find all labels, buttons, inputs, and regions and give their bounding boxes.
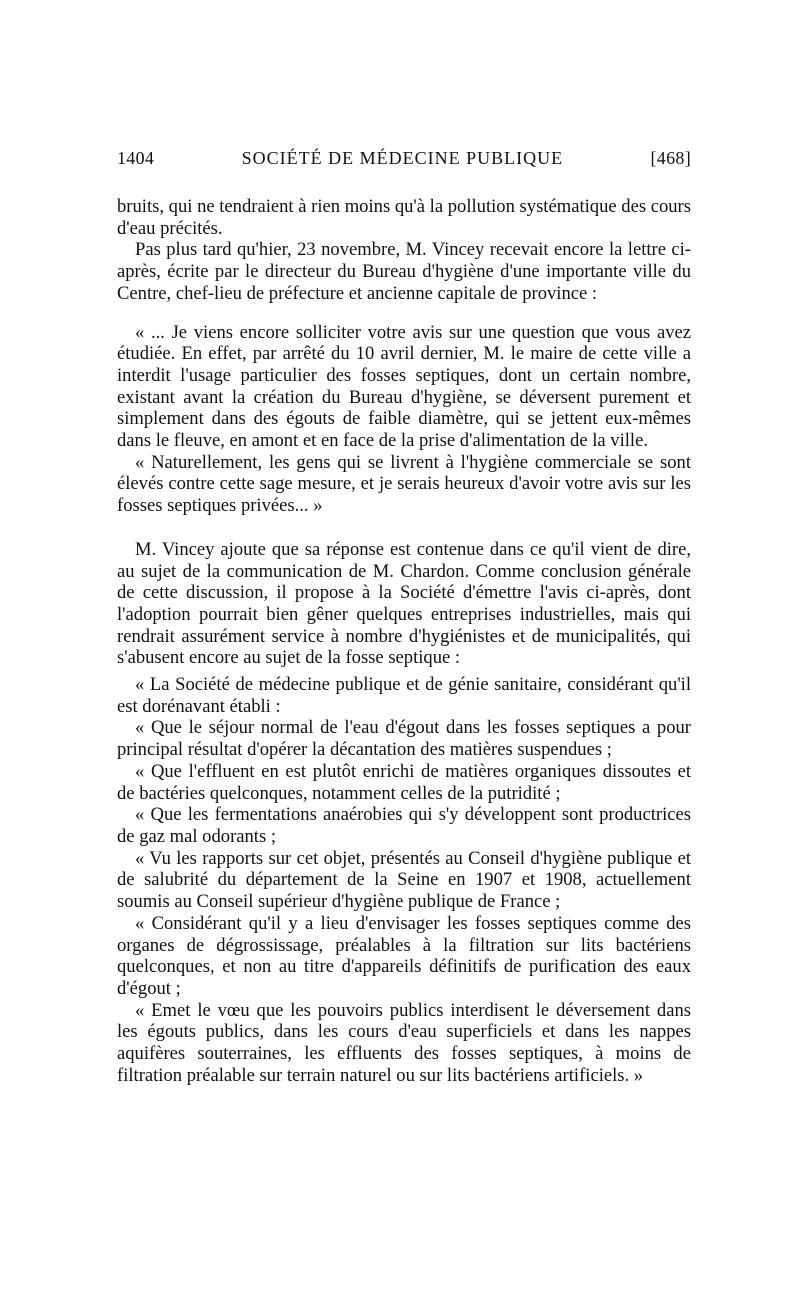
quoted-letter-paragraph: « Naturellement, les gens qui se livrent à l'hygiène commerciale se sont élevés contre cette sage mesure, et je serais heureux d'avoir votre avis sur les fosses septiques privées... »	[117, 451, 691, 517]
resolution-paragraph: « La Société de médecine publique et de génie sanitaire, considérant qu'il est dorénavant établi :	[117, 674, 691, 717]
resolution-paragraph: « Que l'effluent en est plutôt enrichi de matières organiques dissoutes et de bactéries quelconques, notamment celles de la putridité ;	[117, 760, 691, 804]
paragraph: bruits, qui ne tendraient à rien moins qu'à la pollution systématique des cours d'eau précités.	[117, 196, 691, 239]
page-reference: [468]	[650, 148, 691, 168]
running-title: SOCIÉTÉ DE MÉDECINE PUBLIQUE	[241, 148, 564, 168]
quoted-letter-paragraph: « ... Je viens encore solliciter votre avis sur une question que vous avez étudiée. En effet, par arrêté du 10 avril dernier, M. le maire de cette ville a interdit l'usage particulier des fosses septiques, dont un certain nombre, existant avant la création du Bureau d'hygiène, se déversent purement et simplement dans des égouts de faible diamètre, qui se jettent eux-mêmes dans le fleuve, en amont et en face de la prise d'alimentation de la ville.	[117, 321, 691, 452]
page-number: 1404	[117, 148, 155, 168]
resolution-paragraph: « Que le séjour normal de l'eau d'égout dans les fosses septiques a pour principal résultat d'opérer la décantation des matières suspendues ;	[117, 717, 691, 761]
page-header	[117, 148, 691, 176]
paragraph: Pas plus tard qu'hier, 23 novembre, M. Vincey recevait encore la lettre ci-après, écrite par le directeur du Bureau d'hygiène d'une importante ville du Centre, chef-lieu de préfecture et ancienne capitale de province :	[117, 239, 691, 304]
resolution-paragraph: « Emet le vœu que les pouvoirs publics interdisent le déversement dans les égouts publics, dans les cours d'eau superficiels et dans les nappes aquifères souterraines, les effluents des fosses septiques, à moins de filtration préalable sur terrain naturel ou sur lits bactériens artificiels. »	[117, 999, 691, 1086]
resolution-paragraph: « Vu les rapports sur cet objet, présentés au Conseil d'hygiène publique et de salubrité du département de la Seine en 1907 et 1908, actuellement soumis au Conseil supérieur d'hygiène publique de France ;	[117, 847, 691, 913]
paragraph: M. Vincey ajoute que sa réponse est contenue dans ce qu'il vient de dire, au sujet de la communication de M. Chardon. Comme conclusion générale de cette discussion, il propose à la Société d'émettre l'avis ci-après, dont l'adoption pourrait bien gêner quelques entreprises industrielles, mais qui rendrait assurément service à nombre d'hygiénistes et de municipalités, qui s'abusent encore au sujet de la fosse septique :	[117, 538, 691, 669]
document-page	[117, 148, 691, 1086]
body-text	[117, 196, 691, 1086]
resolution-paragraph: « Que les fermentations anaérobies qui s'y développent sont productrices de gaz mal odorants ;	[117, 804, 691, 847]
resolution-paragraph: « Considérant qu'il y a lieu d'envisager les fosses septiques comme des organes de dégrossissage, préalables à la filtration sur lits bactériens quelconques, et non au titre d'appareils définitifs de purification des eaux d'égout ;	[117, 912, 691, 999]
